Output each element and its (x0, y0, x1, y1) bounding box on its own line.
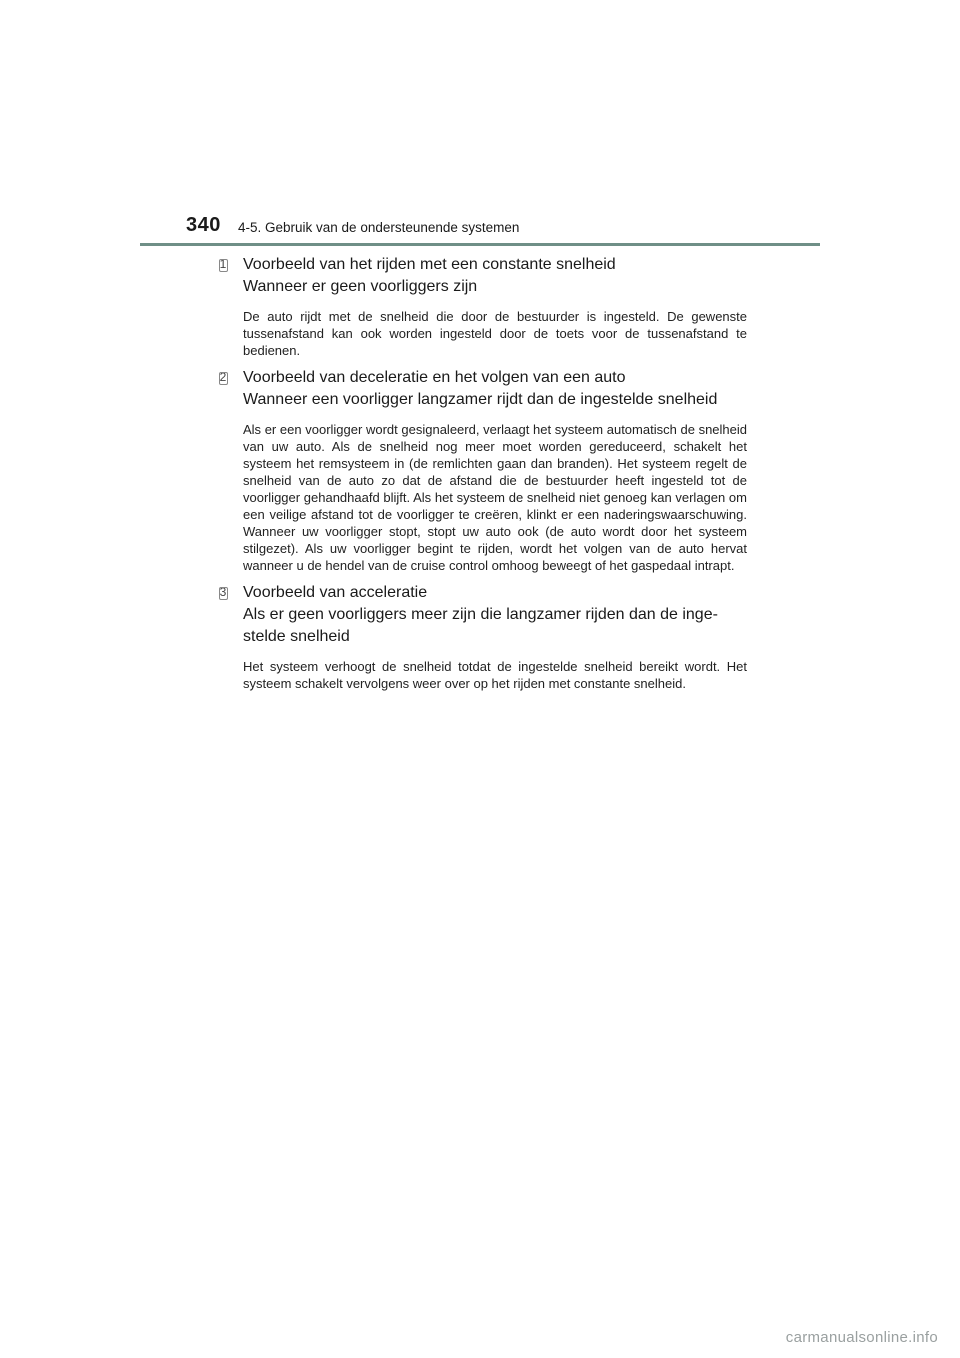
section-title: 4-5. Gebruik van de ondersteunende systemen (238, 220, 520, 235)
item-number-1: 1 (217, 257, 229, 273)
heading-line: Voorbeeld van het rijden met een constante snelheid (243, 256, 616, 273)
heading-line: Voorbeeld van acceleratie (243, 584, 428, 601)
list-item (217, 582, 747, 692)
content (217, 254, 747, 700)
item-body: De auto rijdt met de snelheid die door de bestuurder is ingesteld. De gewenste tussenafstand kan ook worden ingesteld door de toets voor de tussenafstand te bedienen. (243, 309, 747, 358)
item-heading (243, 254, 747, 298)
heading-line: stelde snelheid (243, 628, 350, 645)
page-number: 340 (186, 214, 221, 236)
item-heading (243, 582, 747, 648)
item-body: Als er een voorligger wordt gesignaleerd, verlaagt het systeem automatisch de snelheid van uw auto. Als de snelheid nog meer moet worden gereduceerd, schakelt het systeem het remsysteem in (de remlichten gaan dan branden). Het systeem regelt de snelheid van de auto zo dat de afstand die de bestuurder heeft ingesteld tot de voorligger gehandhaafd blijft. Als het systeem de snelheid niet genoeg kan verlagen om een veilige afstand tot de voorligger te creëren, klinkt er een naderingswaarschuwing. Wanneer uw voorligger stopt, stopt uw auto ook (de auto wordt door het systeem stilgezet). Als uw voorligger begint te rijden, wordt het volgen van de auto hervat wanneer u de hendel van de cruise control omhoog beweegt of het gaspedaal intrapt. (243, 422, 747, 573)
item-number-3: 3 (217, 585, 229, 601)
item-body: Het systeem verhoogt de snelheid totdat de ingestelde snelheid bereikt wordt. Het systeem schakelt vervolgens weer over op het rijden met constante snelheid. (243, 659, 747, 691)
header-rule (140, 243, 820, 246)
list-item (217, 367, 747, 574)
item-number-2: 2 (217, 370, 229, 386)
footer-watermark[interactable]: carmanualsonline.info (785, 1329, 938, 1346)
heading-line: Voorbeeld van deceleratie en het volgen van een auto (243, 369, 626, 386)
heading-line: Als er geen voorliggers meer zijn die langzamer rijden dan de inge- (243, 606, 718, 623)
list-item (217, 254, 747, 359)
heading-line: Wanneer er geen voorliggers zijn (243, 278, 478, 295)
heading-line: Wanneer een voorligger langzamer rijdt dan de ingestelde snelheid (243, 391, 718, 408)
item-heading (243, 367, 747, 411)
